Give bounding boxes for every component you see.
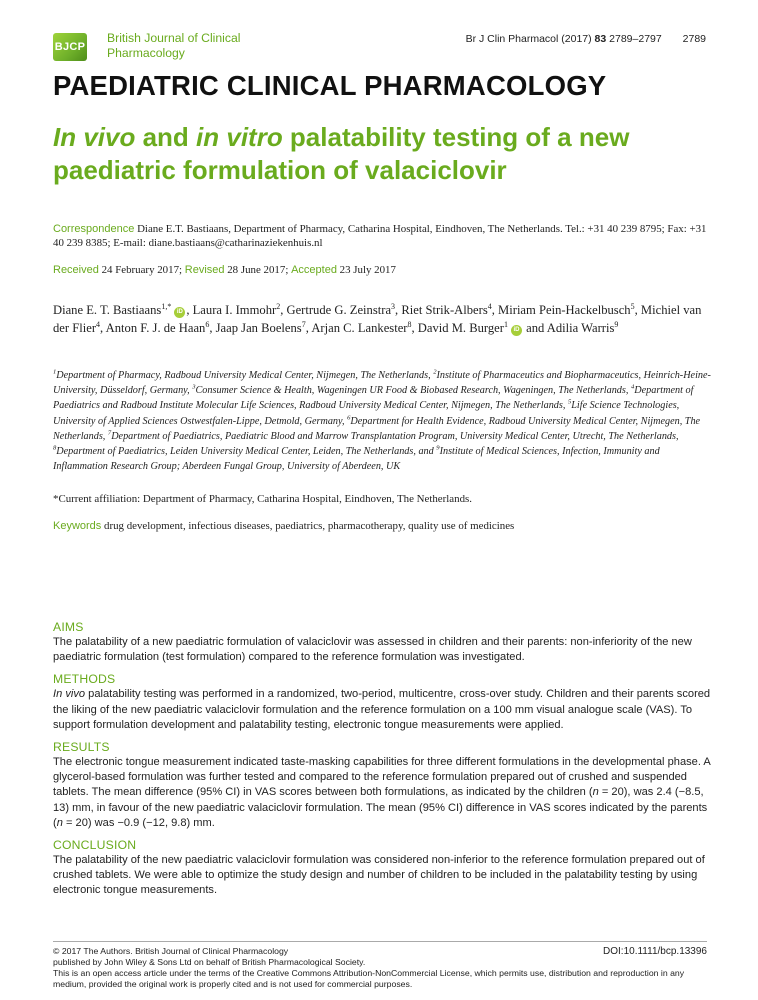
- author-name: Diane E. T. Bastiaans: [53, 303, 162, 317]
- author-separator: ,: [209, 320, 216, 335]
- footer-row: [53, 946, 707, 957]
- correspondence: [53, 222, 713, 250]
- author-name: Arjan C. Lankester: [311, 320, 408, 335]
- revised-date: 28 June 2017;: [224, 264, 292, 276]
- affiliation-text: Institute of Pharmaceutics and Biopharmaceutics, Heinrich-Heine-University, Düsseldorf, Germany,: [53, 370, 711, 397]
- citation-prefix: Br J Clin Pharmacol (2017): [465, 33, 592, 45]
- revised-label: Revised: [184, 264, 225, 276]
- article-dates: [53, 263, 713, 277]
- author-affiliation-mark: 3: [391, 301, 396, 311]
- author-name: Laura I. Immohr: [192, 303, 277, 317]
- author-affiliation-mark: 1,*: [161, 301, 172, 311]
- results-heading: RESULTS: [53, 740, 110, 755]
- results-n-parents: n: [56, 816, 63, 829]
- affiliation-number: 3: [192, 383, 196, 391]
- conclusion-text: The palatability of the new paediatric valaciclovir formulation was considered non-inferior to the reference formulation prepared out of crushed tablets. We were able to optimize the study design and number of children to be included in the palatability testing by using electronic tongue measurements.: [53, 854, 705, 897]
- doi-link[interactable]: DOI:10.1111/bcp.13396: [603, 946, 707, 957]
- title-part-4: palatability testing of a new paediatric formulation of valaciclovir: [53, 122, 630, 185]
- author-separator: ,: [395, 303, 402, 317]
- article-title: [53, 121, 723, 187]
- accepted-date: 23 July 2017: [336, 264, 396, 276]
- aims-heading: AIMS: [53, 620, 84, 634]
- received-label: Received: [53, 264, 99, 276]
- current-affiliation: *Current affiliation: Department of Pharmacy, Catharina Hospital, Eindhoven, The Netherlands.: [53, 493, 472, 505]
- received-date: 24 February 2017;: [98, 264, 185, 276]
- author-separator: ,: [634, 303, 641, 317]
- author-name: Gertrude G. Zeinstra: [286, 303, 392, 317]
- results-part-a: The electronic tongue measurement indicated taste-masking capabilities for three different formulations in the developmental phase. A glycerol-based formulation was further tested and compared to the reference formulation prepared out of crushed and suspended tablets. The mean difference (95% CI) in VAS scores between both formulations, as indicated by the children (: [53, 756, 711, 799]
- page-number: 2789: [682, 33, 706, 45]
- author-name: Miriam Pein-Hackelbusch: [498, 303, 631, 317]
- orcid-icon[interactable]: iD: [511, 325, 522, 336]
- author-separator: and: [522, 320, 547, 335]
- conclusion-heading: CONCLUSION: [53, 838, 137, 853]
- affiliation-number: 9: [436, 444, 440, 452]
- methods-text: [53, 687, 717, 733]
- author-list: [53, 302, 713, 337]
- author-affiliation-mark: 7: [301, 319, 306, 329]
- author-affiliation-mark: 5: [630, 301, 635, 311]
- author-name: Michiel van der Flier: [53, 303, 702, 335]
- license-text: This is an open access article under the terms of the Creative Commons Attribution-NonCommercial License, which permits use, distribution and reproduction in any medium, provided the original work is properly cited and is not used for commercial purposes.: [53, 968, 685, 989]
- results-n-children: n: [592, 786, 599, 799]
- results-part-c: = 20) was −0.9 (−12, 9.8) mm.: [62, 816, 215, 829]
- title-italic-2: in vitro: [196, 122, 283, 152]
- author-affiliation-mark: 1: [503, 319, 508, 329]
- affiliation-number: 1: [53, 368, 57, 376]
- affiliation-text: Consumer Science & Health, Wageningen UR Food & Biobased Research, Wageningen, The Netherlands,: [195, 385, 631, 397]
- methods-italic: In vivo: [53, 688, 86, 701]
- affiliation-text: Department of Paediatrics and Radboud Institute Molecular Life Sciences, Radboud University Medical Center, Nijmegen, The Netherlands,: [53, 385, 694, 412]
- author-affiliation-mark: 4: [96, 319, 101, 329]
- methods-heading: METHODS: [53, 672, 116, 687]
- affiliation-text: Department of Pharmacy, Radboud University Medical Center, Nijmegen, The Netherlands,: [56, 370, 434, 381]
- affiliation-number: 6: [347, 414, 351, 422]
- affiliation-text: Institute of Medical Sciences, Infection, Immunity and Inflammation Research Group; Aberdeen Fungal Group, University of Aberdeen, UK: [53, 446, 660, 473]
- affiliation-text: Department of Paediatrics, Paediatric Blood and Marrow Transplantation Program, University Medical Center, Utrecht, The Netherlands,: [111, 430, 679, 442]
- affiliation-number: 5: [567, 399, 572, 407]
- correspondence-text: Diane E.T. Bastiaans, Department of Pharmacy, Catharina Hospital, Eindhoven, The Netherlands. Tel.: +31 40 239 8795; Fax: +31 40 239 8385; E-mail: diane.bastiaans@catharinaziekenhuis.nl: [53, 223, 707, 249]
- aims-text: The palatability of a new paediatric formulation of valaciclovir was assessed in children and their parents: non-inferiority of the new paediatric formulation (test formulation) compared to the reference formulation was investigated.: [53, 636, 692, 664]
- correspondence-label: Correspondence: [53, 223, 135, 235]
- author-name: Adilia Warris: [546, 320, 615, 335]
- author-affiliation-mark: 8: [407, 319, 412, 329]
- citation: [466, 33, 706, 45]
- journal-name: British Journal of Clinical Pharmacology: [107, 31, 241, 60]
- affiliation-list: [53, 368, 717, 474]
- page-range: 2789–2797: [609, 33, 662, 45]
- affiliation-number: 7: [107, 429, 112, 437]
- volume: 83: [594, 33, 607, 45]
- author-name: Jaap Jan Boelens: [215, 320, 302, 335]
- accepted-label: Accepted: [291, 264, 337, 276]
- results-text: [53, 755, 717, 831]
- title-part-2: and: [135, 122, 197, 152]
- author-affiliation-mark: 2: [276, 301, 281, 311]
- affiliation-number: 4: [630, 383, 635, 391]
- author-affiliation-mark: 9: [614, 319, 619, 329]
- author-affiliation-mark: 4: [487, 301, 492, 311]
- author-separator: ,: [280, 303, 287, 317]
- author-name: David M. Burger: [417, 320, 504, 335]
- affiliation-number: 8: [53, 444, 57, 452]
- affiliation-number: 2: [433, 368, 437, 376]
- affiliation-text: Department of Paediatrics, Leiden University Medical Center, Leiden, The Netherlands, and: [56, 446, 437, 458]
- title-italic-1: In vivo: [53, 122, 136, 152]
- orcid-icon[interactable]: iD: [174, 307, 185, 318]
- keywords: [53, 519, 713, 533]
- keywords-label: Keywords: [53, 520, 102, 532]
- page-footer: [53, 941, 707, 990]
- author-separator: ,: [411, 320, 418, 335]
- author-separator: ,: [305, 320, 312, 335]
- affiliation-text: Department for Health Evidence, Radboud University Medical Center, Nijmegen, The Netherlands,: [53, 415, 701, 442]
- keywords-text: drug development, infectious diseases, paediatrics, pharmacotherapy, quality use of medicines: [101, 520, 515, 532]
- abstract: [53, 620, 717, 906]
- section-title: PAEDIATRIC CLINICAL PHARMACOLOGY: [53, 70, 607, 101]
- publisher-line: published by John Wiley & Sons Ltd on behalf of British Pharmacological Society.: [53, 957, 366, 967]
- author-separator: ,: [491, 303, 499, 317]
- author-separator: ,: [100, 320, 106, 335]
- author-name: Riet Strik-Albers: [401, 303, 488, 317]
- methods-body: palatability testing was performed in a randomized, two-period, multicentre, cross-over study. Children and their parents scored the liking of the new paediatric valaciclovir formulation and the reference formulation on a 100 mm visual analogue scale (VAS). To support formulation development and palatability testing, electronic tongue measurements were applied.: [53, 688, 711, 731]
- author-affiliation-mark: 6: [205, 319, 210, 329]
- results-part-b: = 20), was 2.4 (−8.5, 13) mm, in favour of the new paediatric valaciclovir formulation. The mean (95% CI) difference in VAS scores indicated by the parents (: [53, 786, 708, 829]
- journal-logo-block: [53, 31, 293, 61]
- copyright: © 2017 The Authors. British Journal of Clinical Pharmacology: [53, 946, 289, 956]
- author-separator: ,: [186, 303, 193, 317]
- author-name: Anton F. J. de Haan: [105, 320, 206, 335]
- affiliation-text: Life Science Technologies, University of Applied Sciences Ostwestfalen-Lippe, Detmold, Germany,: [53, 400, 680, 427]
- journal-logo: BJCP: [53, 33, 87, 61]
